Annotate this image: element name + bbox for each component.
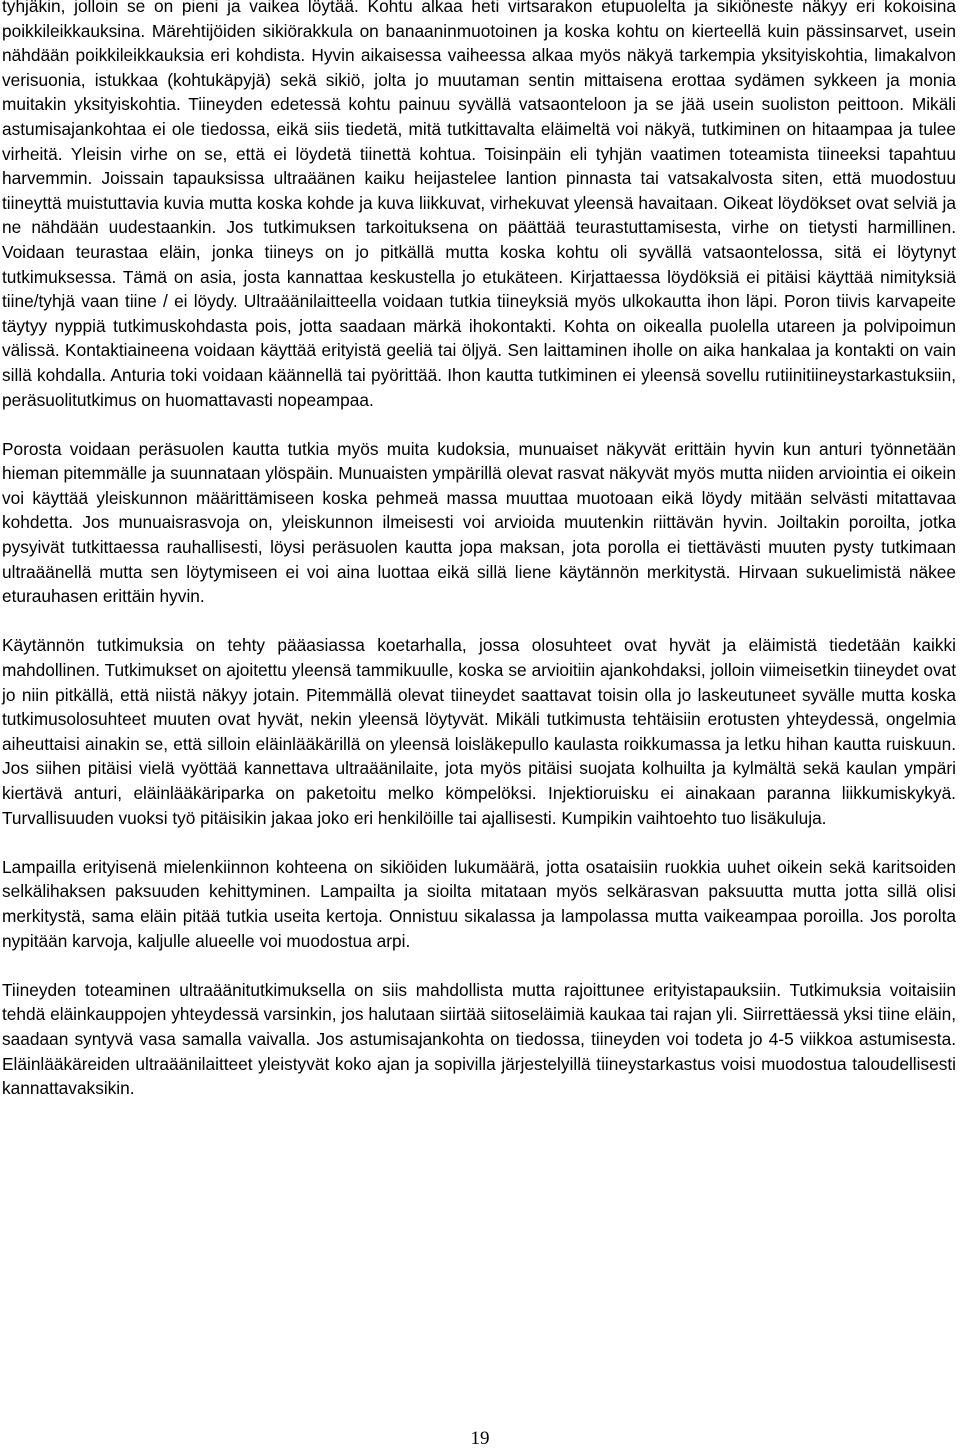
document-page <box>2 0 956 1125</box>
paragraph-sheep-and-pigs: Lampailla erityisenä mielenkiinnon kohteena on sikiöiden lukumäärä, jotta osataisiin ruokkia uuhet oikein sekä karitsoiden selkälihaksen paksuuden kehittyminen. Lampailta ja sioilta mitataan myös selkärasvan paksuutta mutta jotta sillä olisi merkitystä, sama eläin pitää tutkia useita kertoja. Onnistuu sikalassa ja lampolassa mutta vaikeampaa poroilla. Jos porolta nypitään karvoja, kaljulle alueelle voi muodostua arpi. <box>2 856 956 951</box>
page-number: 19 <box>470 1428 490 1449</box>
paragraph-practical-studies: Käytännön tutkimuksia on tehty pääasiassa koetarhalla, jossa olosuhteet ovat hyvät ja eläimistä tiedetään kaikki mahdollinen. Tutkimukset on ajoitettu yleensä tammikuulle, koska se arvioitiin ajankohdaksi, jolloin viimeisetkin tiineydet ovat jo niin pitkällä, että niistä näkyy jotain. Pitemmällä olevat tiineydet saattavat toisin olla jo laskeutuneet syvälle mutta koska tutkimusolosuhteet muuten ovat hyvät, nekin yleensä löytyvät. Mikäli tutkimusta tehtäisiin erotusten yhteydessä, ongelmia aiheuttaisi ainakin se, että silloin eläinlääkärillä on yleensä loisläkepullo kaulasta roikkumassa ja letku hihan kautta ruiskuun. Jos siihen pitäisi vielä vyöttää kannettava ultraäänilaite, jota myös pitäisi suojata kolhuilta ja kylmältä sekä kaulan ympäri kiertävä anturi, eläinlääkäriparka on paketoitu melko kömpelöksi. Injektioruisku ei ainakaan paranna liikkumiskykyä. Turvallisuuden vuoksi työ pitäisikin jakaa joko eri henkilöille tai ajallisesti. Kumpikin vaihtoehto tuo lisäkuluja. <box>2 635 956 828</box>
paragraph-conclusion: Tiineyden toteaminen ultraäänitutkimuksella on siis mahdollista mutta rajoittunee erityistapauksiin. Tutkimuksia voitaisiin tehdä eläinkauppojen yhteydessä varsinkin, jos halutaan siirtää siitoseläimiä kaukaa tai rajan yli. Siirrettäessä yksi tiine eläin, saadaan syntyvä vasa samalla vaivalla. Jos astumisajankohta on tiedossa, tiineyden voi todeta jo 4-5 viikkoa astumisesta. Eläinlääkäreiden ultraäänilaitteet yleistyvät koko ajan ja sopivilla järjestelyillä tiineystarkastus voisi muodostua taloudellisesti kannattavaksikin. <box>2 979 956 1099</box>
paragraph-other-tissues: Porosta voidaan peräsuolen kautta tutkia myös muita kudoksia, munuaiset näkyvät erittäin hyvin kun anturi työnnetään hieman pitemmälle ja suunnataan ylöspäin. Munuaisten ympärillä olevat rasvat näkyvät myös mutta niiden arviointia ei oikein voi käyttää yleiskunnon määrittämiseen koska pehmeä massa muuttaa muotoaan eikä löydy mitään selvästi mitattavaa kohdetta. Jos munuaisrasvoja on, yleiskunnon ilmeisesti voi arvioida muutenkin riittävän hyvin. Joiltakin poroilta, jotka pysyivät tutkittaessa rauhallisesti, löysi peräsuolen kautta jopa maksan, jota porolla ei tiettävästi muuten pysty tutkimaan ultraäänellä mutta sen löytymiseen ei voi aina luottaa eikä sillä liene käytännön merkitystä. Hirvaan sukuelimistä näkee eturauhasen erittäin hyvin. <box>2 438 956 607</box>
paragraph-ultrasound-findings: tyhjäkin, jolloin se on pieni ja vaikea löytää. Kohtu alkaa heti virtsarakon etupuolelta ja sikiöneste näkyy eri kokoisina poikkileikkauksina. Märehtijöiden sikiörakkula on banaaninmuotoinen ja koska kohtu on kierteellä kuin pässinsarvet, usein nähdään poikkileikkauksia eri kohdista. Hyvin aikaisessa vaiheessa alkaa myös näkyä tarkempia yksityiskohtia, limakalvon verisuonia, istukkaa (kohtukäpyjä) sekä sikiö, jolta jo muutaman sentin mittaisena erottaa sydämen sykkeen ja monia muitakin yksityiskohtia. Tiineyden edetessä kohtu painuu syvällä vatsaonteloon ja se jää usein suoliston peittoon. Mikäli astumisajankohtaa ei ole tiedossa, eikä siis tiedetä, mitä tutkittavalta eläimeltä voi näkyä, tutkiminen on hitaampaa ja tulee virheitä. Yleisin virhe on se, että ei löydetä tiinettä kohtua. Toisinpäin eli tyhjän vaatimen toteamista tiineeksi tapahtuu harvemmin. Joissain tapauksissa ultraäänen kaiku heijastelee lantion pinnasta tai vatsakalvosta siten, että muodostuu tiineyttä muistuttavia kuvia mutta koska kohde ja kuva liikkuvat, virhekuvat yleensä havaitaan. Oikeat löydökset ovat selviä ja ne nähdään uudestaankin. Jos tutkimuksen tarkoituksena on päättää teurastuttamisesta, virhe on tietysti harmillinen. Voidaan teurastaa eläin, jonka tiineys on jo pitkällä mutta koska kohtu oli syvällä vatsaontelossa, sitä ei löytynyt tutkimuksessa. Tämä on asia, josta kannattaa keskustella jo etukäteen. Kirjattaessa löydöksiä ei pitäisi käyttää nimityksiä tiine/tyhjä vaan tiine / ei löydy. Ultraäänilaitteella voidaan tutkia tiineyksiä myös ulkokautta ihon läpi. Poron tiivis karvapeite täytyy nyppiä tutkimuskohdasta pois, jotta saadaan märkä ihokontakti. Kohta on oikealla puolella utareen ja polvipoimun välissä. Kontaktiaineena voidaan käyttää erityistä geeliä tai öljyä. Sen laittaminen iholle on aika hankalaa ja kontakti on vain sillä kohdalla. Anturia toki voidaan käännellä tai pyörittää. Ihon kautta tutkiminen ei yleensä sovellu rutiinitiineystarkastuksiin, peräsuolitutkimus on huomattavasti nopeampaa. <box>2 0 956 410</box>
